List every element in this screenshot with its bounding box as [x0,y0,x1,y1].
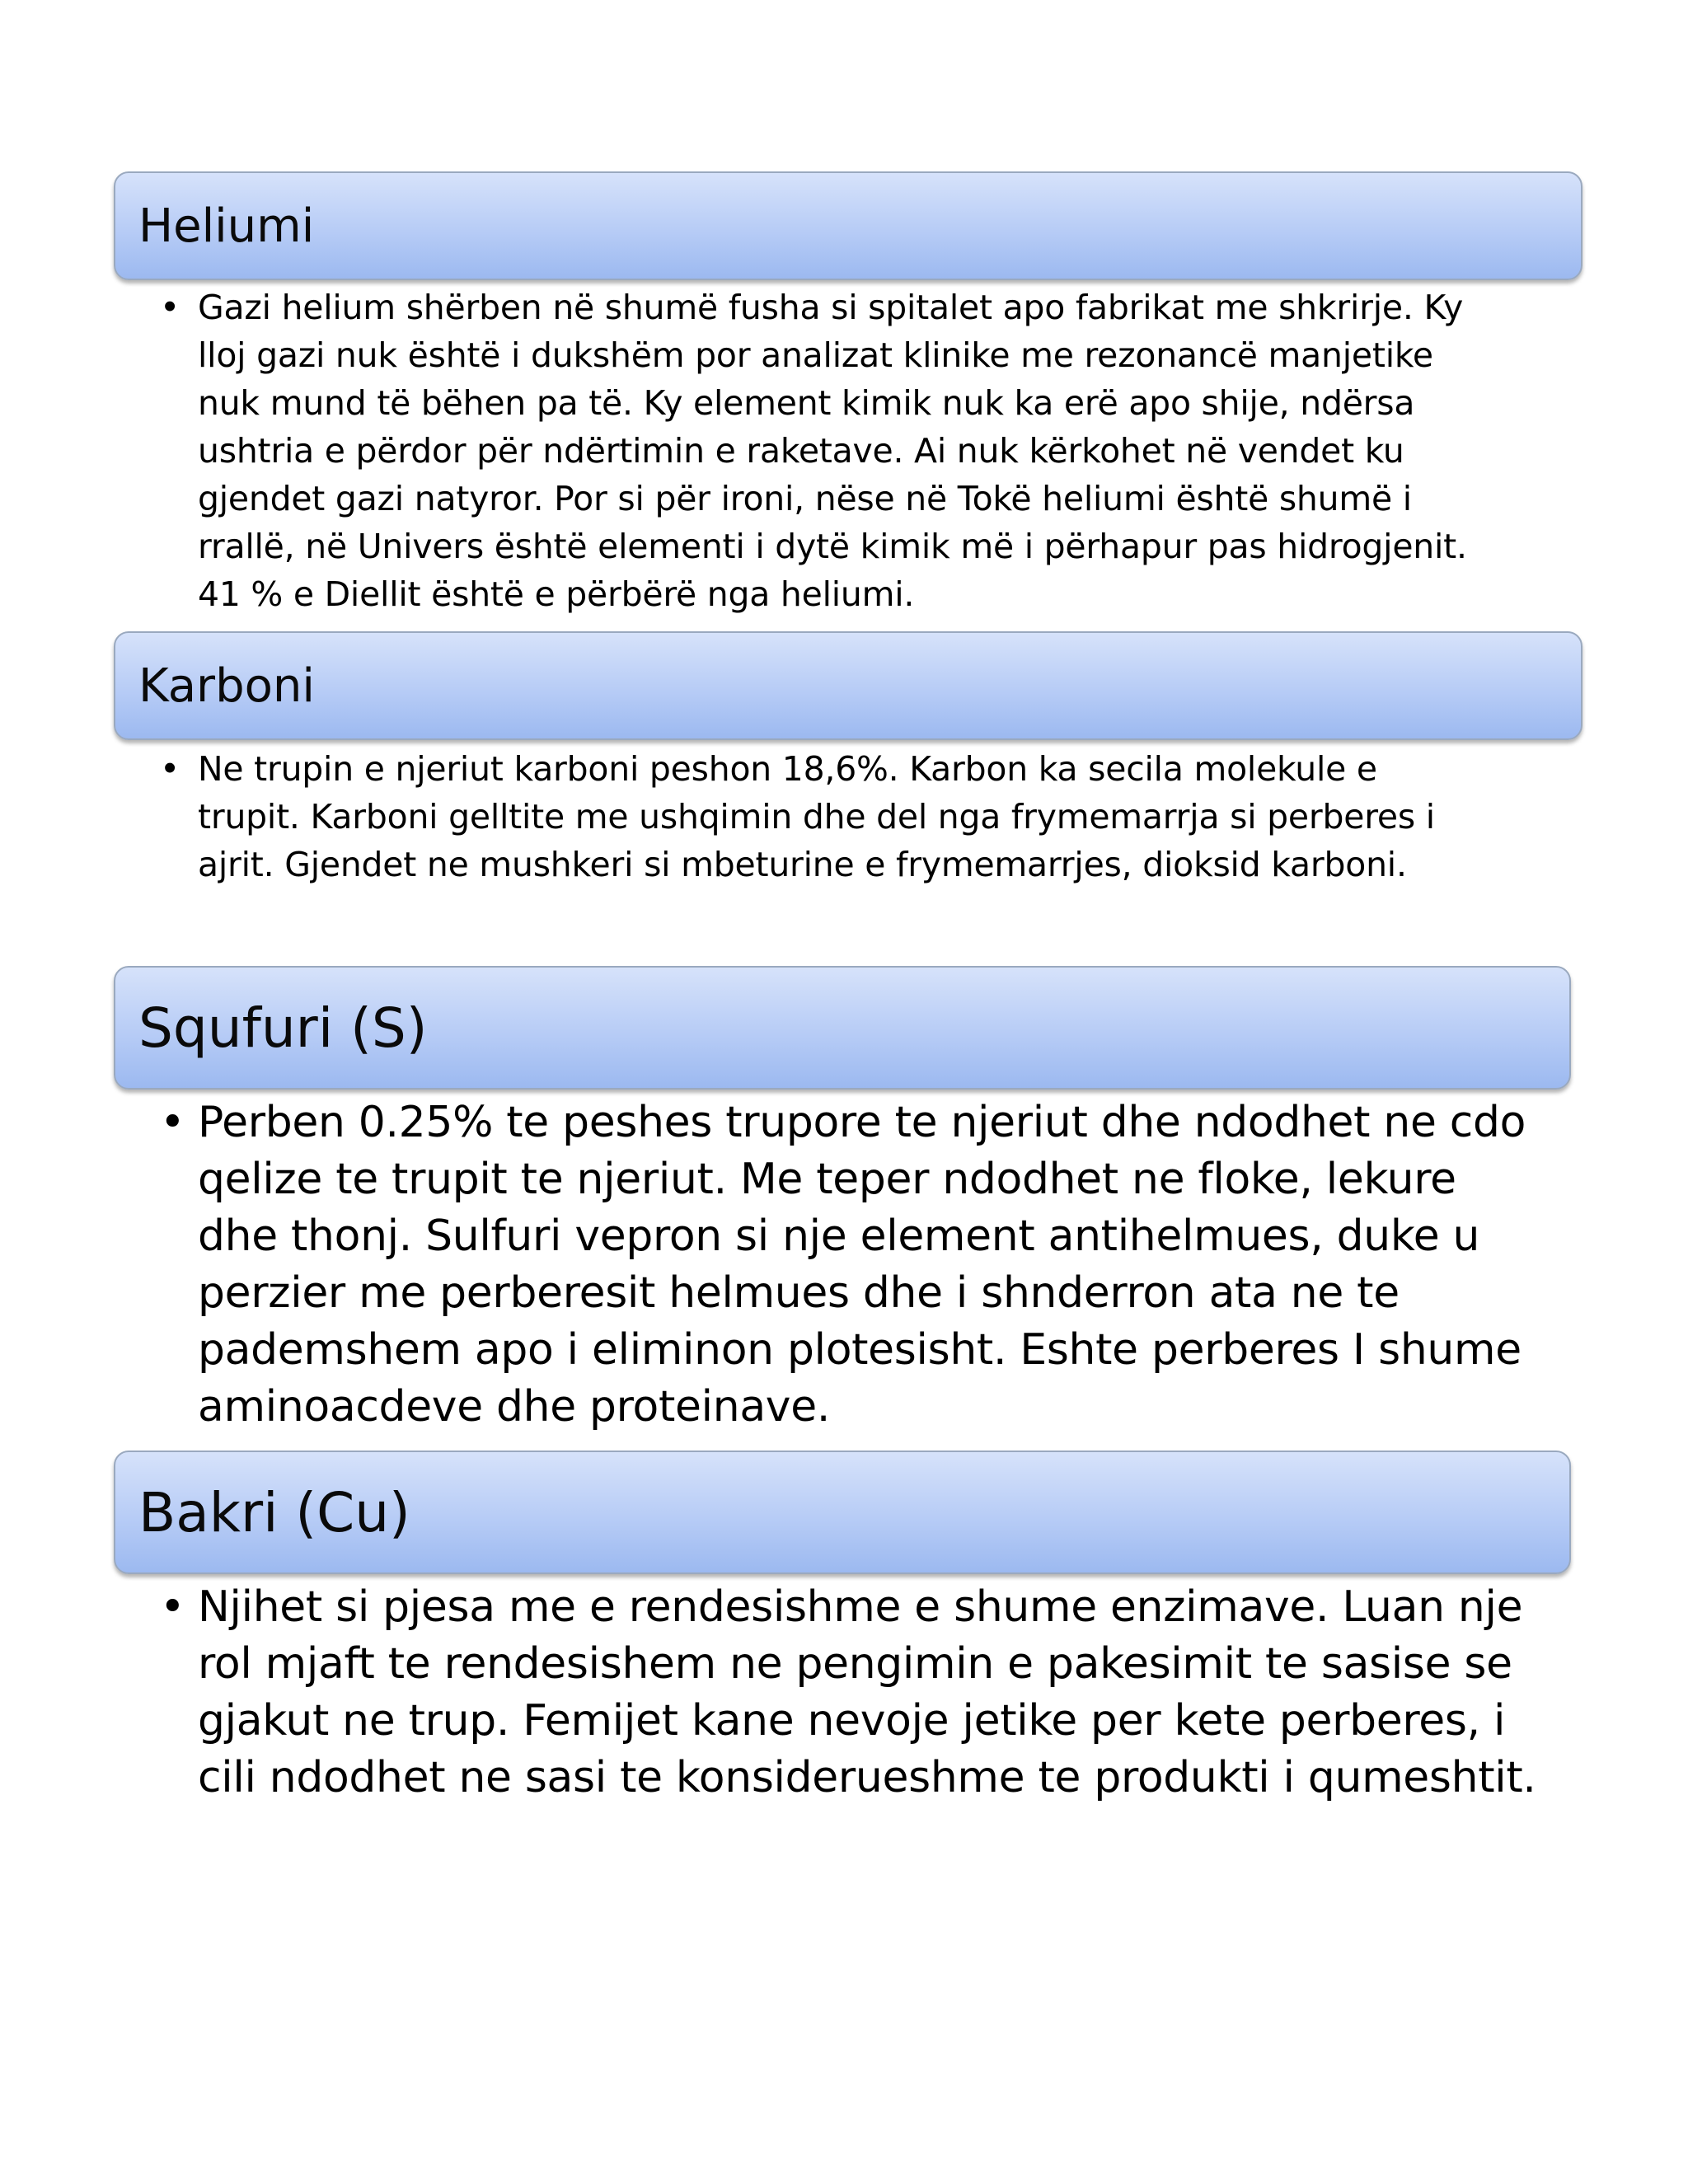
bullet-item [160,1579,1578,1807]
section-body-squfuri [160,1094,1578,1436]
text-line: Njihet si pjesa me e rendesishme e shume enzimave. Luan nje [198,1582,1523,1632]
text-line: dhe thonj. Sulfuri vepron si nje element antihelmues, duke u [198,1212,1480,1261]
text-line: 41 % e Diellit është e përbërë nga heliumi. [198,574,915,614]
bullet-icon: • [160,1582,185,1632]
section-title: Squfuri (S) [138,996,428,1060]
section-body-heliumi [160,284,1578,618]
text-line: rrallë, në Univers është elementi i dytë kimik më i përhapur pas hidrogjenit. [198,527,1467,566]
text-line: trupit. Karboni gelltite me ushqimin dhe del nga frymemarrja si perberes i [198,797,1435,837]
text-line: gjendet gazi natyror. Por si për ironi, nëse në Tokë heliumi është shumë i [198,479,1412,518]
text-line: ajrit. Gjendet ne mushkeri si mbeturine e frymemarrjes, dioksid karboni. [198,845,1407,884]
text-line: pademshem apo i eliminon plotesisht. Eshte perberes I shume [198,1325,1522,1375]
text-line: perzier me perberesit helmues dhe i shnderron ata ne te [198,1268,1400,1318]
text-line: gjakut ne trup. Femijet kane nevoje jetike per kete perberes, i [198,1696,1506,1746]
section-header-squfuri [114,966,1571,1090]
bullet-item [160,1094,1578,1436]
section-header-karboni [114,631,1582,740]
text-line: ushtria e përdor për ndërtimin e raketave. Ai nuk kërkohet në vendet ku [198,431,1404,471]
section-title: Karboni [138,658,315,713]
text-line: Ne trupin e njeriut karboni peshon 18,6%. Karbon ka secila molekule e [198,749,1377,789]
text-line: cili ndodhet ne sasi te konsiderueshme te produkti i qumeshtit. [198,1753,1536,1802]
section-title: Bakri (Cu) [138,1480,410,1544]
section-header-heliumi [114,171,1582,280]
section-body-karboni [160,745,1578,888]
bullet-icon: • [160,288,180,327]
bullet-item [160,745,1578,888]
text-line: Perben 0.25% te peshes trupore te njeriut dhe ndodhet ne cdo [198,1098,1526,1147]
section-body-bakri [160,1579,1578,1807]
section-title: Heliumi [138,199,315,253]
bullet-icon: • [160,1098,185,1147]
text-line: rol mjaft te rendesishem ne pengimin e pakesimit te sasise se [198,1639,1512,1689]
text-line: qelize te trupit te njeriut. Me teper ndodhet ne floke, lekure [198,1155,1456,1204]
text-line: lloj gazi nuk është i dukshëm por analizat klinike me rezonancë manjetike [198,335,1433,375]
bullet-item [160,284,1578,618]
section-header-bakri [114,1451,1571,1574]
text-line: Gazi helium shërben në shumë fusha si spitalet apo fabrikat me shkrirje. Ky [198,288,1464,327]
bullet-icon: • [160,749,180,789]
text-line: nuk mund të bëhen pa të. Ky element kimik nuk ka erë apo shije, ndërsa [198,383,1415,423]
text-line: aminoacdeve dhe proteinave. [198,1382,831,1432]
